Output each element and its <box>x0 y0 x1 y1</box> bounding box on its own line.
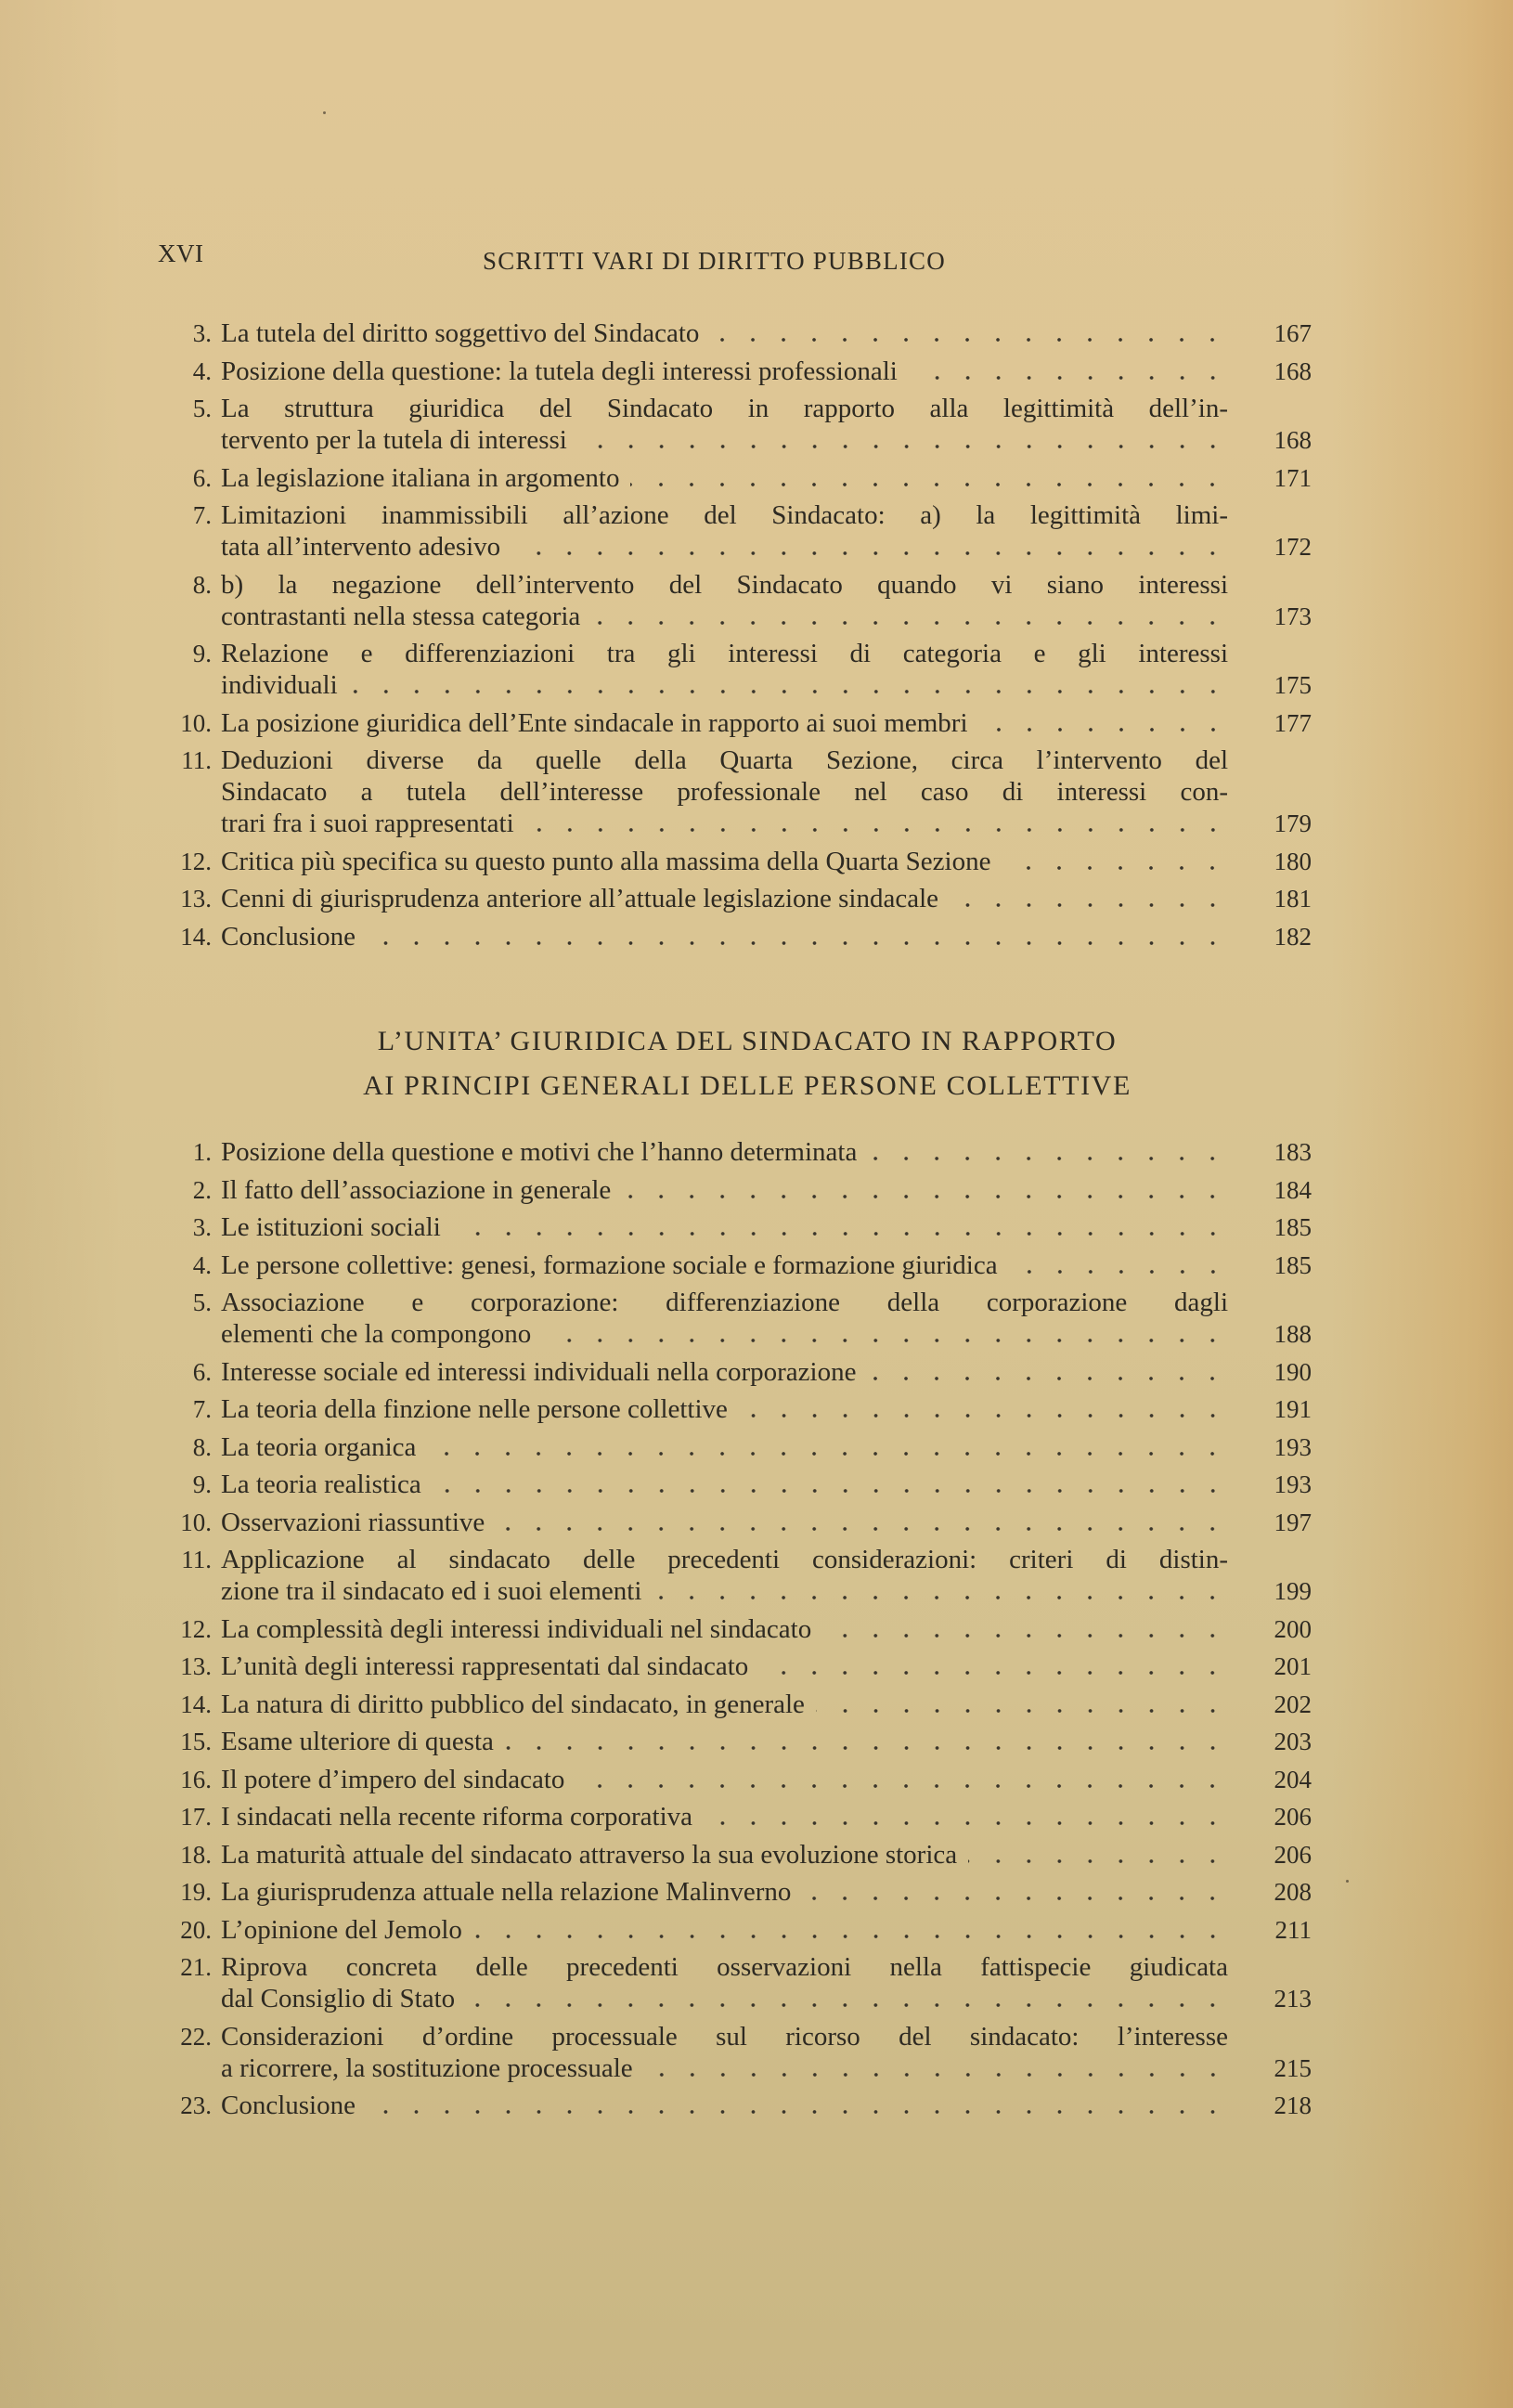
toc-entry-title <box>221 1393 1312 1425</box>
toc-entry-title <box>221 1431 1312 1463</box>
toc-entry-number: 12. <box>180 847 212 875</box>
toc-entry <box>165 1951 1312 2014</box>
page-folio: XVI <box>158 240 204 267</box>
toc-entry-title-text: individuali <box>221 670 338 700</box>
toc-entry-title-text: trari fra i suoi rappresentati <box>221 809 514 838</box>
toc-entry-title <box>221 921 1312 952</box>
toc-entry-page-number: 188 <box>1274 1320 1312 1348</box>
toc-entry <box>165 1689 1312 1720</box>
toc-entry-title-line <box>221 846 1228 877</box>
toc-entry-title-line <box>221 424 1228 456</box>
dot-leader <box>816 1708 1228 1714</box>
dot-leader <box>968 1858 1228 1864</box>
dot-leader <box>979 727 1229 732</box>
dot-leader <box>578 444 1228 449</box>
toc-entry-title-text: tervento per la tutela di interessi <box>221 425 567 455</box>
toc-entry-number: 18. <box>180 1840 212 1869</box>
dot-leader <box>950 902 1228 908</box>
dot-leader <box>427 1451 1228 1456</box>
toc-entry-number: 17. <box>180 1803 212 1831</box>
toc-entry-number: 9. <box>192 640 212 667</box>
toc-entry-page-number: 167 <box>1274 319 1312 347</box>
toc-entry-number: 7. <box>192 501 212 529</box>
toc-entry-title <box>221 1764 1312 1795</box>
toc-entry-title <box>221 1544 1312 1607</box>
toc-entry-page-number: 215 <box>1274 2053 1312 2082</box>
toc-entry-title <box>221 2021 1312 2084</box>
toc-entry-page-number: 168 <box>1274 426 1312 454</box>
toc-entry-page-number: 199 <box>1274 1577 1312 1605</box>
toc-entry <box>165 1613 1312 1645</box>
toc-entry-page-number: 182 <box>1274 922 1312 951</box>
toc-entry-title-line <box>221 1983 1228 2014</box>
toc-entry <box>165 1249 1312 1281</box>
toc-entry-title-line <box>221 1575 1228 1607</box>
toc-entry-number: 23. <box>180 2091 212 2119</box>
dot-leader <box>433 1488 1228 1494</box>
toc-entry-title-text: dal Consiglio di Stato <box>221 1984 456 2013</box>
toc-entry-title-text: La posizione giuridica dell’Ente sindacale in rapporto ai suoi membri <box>221 707 968 738</box>
toc-entry <box>165 1839 1312 1871</box>
toc-entry-title <box>221 1174 1312 1206</box>
toc-entry-title-text: La teoria realistica <box>221 1469 421 1499</box>
toc-entry-title-line <box>221 883 1228 914</box>
toc-entry-title <box>221 1914 1312 1946</box>
toc-entry-page-number: 193 <box>1274 1470 1312 1498</box>
dot-leader <box>367 940 1228 946</box>
toc-entry-title <box>221 317 1312 349</box>
toc-entry-page-number: 190 <box>1274 1357 1312 1386</box>
dot-leader <box>511 550 1228 556</box>
toc-entry-page-number: 185 <box>1274 1250 1312 1279</box>
toc-entry-number: 12. <box>180 1614 212 1643</box>
toc-entry <box>165 1544 1312 1607</box>
toc-entry-title-line <box>221 1507 1228 1538</box>
toc-entry <box>165 1174 1312 1206</box>
toc-entry-number: 14. <box>180 922 212 951</box>
toc-entry <box>165 1876 1312 1908</box>
toc-entry-title-line <box>221 2090 1228 2121</box>
toc-entry-title <box>221 1507 1312 1538</box>
toc-entry <box>165 1136 1312 1168</box>
toc-entry-title-line: La struttura giuridica del Sindacato in rapporto alla legittimità dell’in- <box>221 394 1228 423</box>
paper-speck <box>1346 1880 1349 1883</box>
toc-entry-title-line <box>221 1318 1228 1350</box>
toc-entry-title-line <box>221 1211 1228 1243</box>
toc-entry-title-line: Limitazioni inammissibili all’azione del Sindacato: a) la legittimità limi- <box>221 500 1228 530</box>
toc-entry-title-text: Interesse sociale ed interessi individuali nella corporazione <box>221 1356 857 1387</box>
toc-entry <box>165 393 1312 456</box>
toc-entry-number: 4. <box>192 356 212 385</box>
toc-entry-page-number: 173 <box>1274 602 1312 630</box>
toc-entry-page-number: 179 <box>1274 809 1312 837</box>
toc-entry-page-number: 177 <box>1274 708 1312 737</box>
toc-entry <box>165 1469 1312 1500</box>
toc-entry-title-line: Relazione e differenziazioni tra gli interessi di categoria e gli interessi <box>221 639 1228 668</box>
toc-entry <box>165 707 1312 739</box>
toc-entry <box>165 2021 1312 2084</box>
toc-entry-page-number: 193 <box>1274 1432 1312 1461</box>
toc-entry <box>165 499 1312 563</box>
table-of-contents-part-1 <box>165 317 1312 958</box>
toc-entry <box>165 1507 1312 1538</box>
toc-entry-number: 11. <box>181 1546 212 1573</box>
toc-entry-title-text: Le persone collettive: genesi, formazione sociale e formazione giuridica <box>221 1249 998 1280</box>
toc-entry-page-number: 175 <box>1274 671 1312 699</box>
toc-entry-title-line <box>221 669 1228 701</box>
toc-entry-title-text: zione tra il sindacato ed i suoi elementi <box>221 1576 642 1606</box>
toc-entry-title-line <box>221 356 1228 387</box>
dot-leader <box>630 482 1228 487</box>
dot-leader <box>868 1156 1228 1161</box>
toc-entry-page-number: 208 <box>1274 1878 1312 1906</box>
toc-entry-title-text: Le istituzioni sociali <box>221 1212 441 1242</box>
toc-entry-title-line <box>221 1469 1228 1500</box>
toc-entry <box>165 638 1312 701</box>
toc-entry-page-number: 184 <box>1274 1175 1312 1204</box>
toc-entry-title-line <box>221 1764 1228 1795</box>
toc-entry <box>165 1914 1312 1946</box>
toc-entry-title-text: Il potere d’impero del sindacato <box>221 1764 565 1794</box>
toc-entry-title-line <box>221 1801 1228 1832</box>
toc-entry-title-text: La legislazione italiana in argomento <box>221 462 620 493</box>
toc-entry-title-text: Conclusione <box>221 921 356 952</box>
toc-entry-title-line: Deduzioni diverse da quelle della Quarta Sezione, circa l’intervento del <box>221 745 1228 775</box>
dot-leader <box>704 1820 1228 1826</box>
dot-leader <box>653 1595 1228 1600</box>
toc-entry-title-text: Critica più specifica su questo punto alla massima della Quarta Sezione <box>221 846 991 876</box>
section-heading <box>158 1019 1337 1108</box>
toc-entry-title-line <box>221 462 1228 494</box>
toc-entry-title-line <box>221 317 1228 349</box>
toc-entry-title-line <box>221 1249 1228 1281</box>
toc-entry-page-number: 168 <box>1274 356 1312 385</box>
toc-entry-number: 13. <box>180 885 212 913</box>
toc-entry-page-number: 181 <box>1274 885 1312 913</box>
toc-entry-title <box>221 356 1312 387</box>
toc-entry-number: 7. <box>192 1395 212 1423</box>
toc-entry-page-number: 172 <box>1274 533 1312 561</box>
toc-entry-title <box>221 1136 1312 1168</box>
toc-entry-number: 10. <box>180 708 212 737</box>
toc-entry-title-line <box>221 601 1228 632</box>
toc-entry-title-line <box>221 1914 1228 1946</box>
toc-entry-title <box>221 1951 1312 2014</box>
toc-entry-title-line <box>221 2052 1228 2084</box>
toc-entry-title <box>221 846 1312 877</box>
toc-entry <box>165 1651 1312 1682</box>
toc-entry-title-line <box>221 1876 1228 1908</box>
toc-entry-page-number: 206 <box>1274 1803 1312 1831</box>
toc-entry-title <box>221 707 1312 739</box>
dot-leader <box>759 1670 1228 1676</box>
toc-entry-number: 10. <box>180 1508 212 1536</box>
toc-entry-title-text: La giurisprudenza attuale nella relazione Malinverno <box>221 1877 792 1907</box>
toc-entry-page-number: 191 <box>1274 1395 1312 1423</box>
toc-entry-page-number: 213 <box>1274 1985 1312 2013</box>
toc-entry-number: 20. <box>180 1915 212 1944</box>
toc-entry-number: 2. <box>192 1175 212 1204</box>
section-heading-line-2: AI PRINCIPI GENERALI DELLE PERSONE COLLETTIVE <box>363 1070 1132 1101</box>
toc-entry-number: 14. <box>180 1689 212 1718</box>
toc-entry-title <box>221 1651 1312 1682</box>
paper-speck <box>323 111 326 114</box>
dot-leader <box>1009 1269 1228 1275</box>
section-heading-line-1: L’UNITA’ GIURIDICA DEL SINDACATO IN RAPPORTO <box>377 1026 1118 1056</box>
toc-entry <box>165 744 1312 839</box>
toc-entry <box>165 462 1312 494</box>
dot-leader <box>622 1194 1228 1199</box>
toc-entry <box>165 921 1312 952</box>
toc-entry-number: 15. <box>180 1728 212 1755</box>
toc-entry <box>165 2090 1312 2121</box>
dot-leader <box>473 1934 1228 1939</box>
toc-entry-title <box>221 462 1312 494</box>
toc-entry-title-line <box>221 1613 1228 1645</box>
toc-entry <box>165 1431 1312 1463</box>
toc-entry-title-text: La tutela del diritto soggettivo del Sindacato <box>221 318 700 348</box>
toc-entry-title-text: La natura di diritto pubblico del sindacato, in generale <box>221 1689 805 1719</box>
toc-entry-number: 16. <box>180 1765 212 1793</box>
table-of-contents-part-2 <box>165 1136 1312 2128</box>
toc-entry-title-line <box>221 1136 1228 1168</box>
dot-leader <box>867 1376 1228 1381</box>
toc-entry-page-number: 202 <box>1274 1689 1312 1718</box>
toc-entry-page-number: 203 <box>1274 1728 1312 1755</box>
toc-entry-number: 1. <box>192 1138 212 1166</box>
toc-entry-page-number: 211 <box>1274 1915 1312 1944</box>
toc-entry-title-line <box>221 1689 1228 1720</box>
toc-entry-title-line: Associazione e corporazione: differenziazione della corporazione dagli <box>221 1288 1228 1317</box>
toc-entry-title-line <box>221 1726 1228 1757</box>
toc-entry-title-line <box>221 1839 1228 1871</box>
toc-entry <box>165 317 1312 349</box>
toc-entry-page-number: 204 <box>1274 1765 1312 1793</box>
toc-entry-title-text: La teoria della finzione nelle persone collettive <box>221 1394 728 1424</box>
toc-entry-title <box>221 638 1312 701</box>
toc-entry <box>165 883 1312 914</box>
toc-entry-number: 5. <box>192 395 212 422</box>
toc-entry-title-text: tata all’intervento adesivo <box>221 532 501 562</box>
toc-entry-title <box>221 883 1312 914</box>
toc-entry <box>165 569 1312 632</box>
toc-entry <box>165 1764 1312 1795</box>
dot-leader <box>505 1745 1228 1751</box>
toc-entry-number: 3. <box>192 319 212 347</box>
toc-entry <box>165 1393 1312 1425</box>
toc-entry-title-text: La maturità attuale del sindacato attraverso la sua evoluzione storica <box>221 1839 958 1870</box>
toc-entry-title <box>221 1356 1312 1388</box>
dot-leader <box>349 689 1228 694</box>
toc-entry-title-line <box>221 531 1228 563</box>
toc-entry-title-text: contrastanti nella stessa categoria <box>221 601 581 631</box>
toc-entry-number: 22. <box>180 2022 212 2051</box>
toc-entry-title-line: Applicazione al sindacato delle precedenti considerazioni: criteri di distin- <box>221 1545 1228 1574</box>
toc-entry-title <box>221 1613 1312 1645</box>
toc-entry <box>165 846 1312 877</box>
toc-entry-title <box>221 1249 1312 1281</box>
toc-entry-number: 6. <box>192 1357 212 1386</box>
toc-entry-number: 21. <box>180 1953 212 1981</box>
dot-leader <box>452 1231 1228 1236</box>
toc-entry <box>165 356 1312 387</box>
toc-entry-title <box>221 2090 1312 2121</box>
toc-entry-title-line: Sindacato a tutela dell’interesse professionale nel caso di interessi con- <box>221 777 1228 807</box>
toc-entry-title-text: elementi che la compongono <box>221 1319 532 1349</box>
toc-entry-title-text: La teoria organica <box>221 1431 417 1462</box>
toc-entry-page-number: 201 <box>1274 1652 1312 1680</box>
dot-leader <box>466 2002 1228 2008</box>
dot-leader <box>739 1413 1228 1418</box>
dot-leader <box>367 2109 1228 2115</box>
toc-entry-title-line <box>221 808 1228 839</box>
toc-entry-title-line <box>221 1651 1228 1682</box>
toc-entry-number: 6. <box>192 463 212 492</box>
toc-entry-title-text: I sindacati nella recente riforma corporativa <box>221 1802 693 1832</box>
toc-entry <box>165 1726 1312 1757</box>
dot-leader <box>644 2072 1228 2078</box>
toc-entry-page-number: 183 <box>1274 1138 1312 1166</box>
toc-entry-title-line <box>221 1431 1228 1463</box>
toc-entry-number: 9. <box>192 1470 212 1498</box>
toc-entry-title-line <box>221 921 1228 952</box>
toc-entry-number: 11. <box>181 746 212 774</box>
toc-entry-page-number: 200 <box>1274 1614 1312 1643</box>
toc-entry-title <box>221 1801 1312 1832</box>
toc-entry-title-line <box>221 1174 1228 1206</box>
toc-entry-title <box>221 1839 1312 1871</box>
toc-entry-title-text: Posizione della questione e motivi che l’hanno determinata <box>221 1137 858 1167</box>
toc-entry-title-text: La complessità degli interessi individuali nel sindacato <box>221 1613 812 1644</box>
toc-entry-title-line <box>221 707 1228 739</box>
toc-entry-title-line: Considerazioni d’ordine processuale sul ricorso del sindacato: l’interesse <box>221 2021 1228 2052</box>
toc-entry-title <box>221 1469 1312 1500</box>
toc-entry <box>165 1211 1312 1243</box>
toc-entry <box>165 1801 1312 1832</box>
toc-entry-title <box>221 1211 1312 1243</box>
toc-entry-number: 3. <box>192 1213 212 1241</box>
toc-entry-title-line: b) la negazione dell’intervento del Sindacato quando vi siano interessi <box>221 569 1228 600</box>
toc-entry-page-number: 218 <box>1274 2091 1312 2119</box>
toc-entry-title-line: Riprova concreta delle precedenti osservazioni nella fattispecie giudicata <box>221 1952 1228 1982</box>
toc-entry-title <box>221 1726 1312 1757</box>
toc-entry <box>165 1356 1312 1388</box>
toc-entry <box>165 1287 1312 1350</box>
running-head <box>158 240 1337 277</box>
toc-entry-title-text: L’unità degli interessi rappresentati dal sindacato <box>221 1651 749 1681</box>
toc-entry-page-number: 180 <box>1274 847 1312 875</box>
toc-entry-title-text: L’opinione del Jemolo <box>221 1914 462 1945</box>
dot-leader <box>591 620 1228 626</box>
toc-entry-title-text: Osservazioni riassuntive <box>221 1507 485 1537</box>
dot-leader <box>822 1633 1228 1638</box>
toc-entry-title <box>221 393 1312 456</box>
toc-entry-title-line <box>221 1356 1228 1388</box>
dot-leader <box>496 1526 1228 1532</box>
toc-entry-title <box>221 1876 1312 1908</box>
dot-leader <box>909 375 1228 381</box>
dot-leader <box>525 827 1228 833</box>
toc-entry-title <box>221 1689 1312 1720</box>
toc-entry-title <box>221 1287 1312 1350</box>
toc-entry-number: 13. <box>180 1652 212 1680</box>
toc-entry-title-text: Posizione della questione: la tutela degli interessi professionali <box>221 356 898 386</box>
toc-entry-page-number: 197 <box>1274 1508 1312 1536</box>
dot-leader <box>542 1338 1228 1343</box>
toc-entry-page-number: 185 <box>1274 1213 1312 1241</box>
toc-entry-number: 19. <box>180 1878 212 1906</box>
running-title: SCRITTI VARI DI DIRITTO PUBBLICO <box>483 247 946 275</box>
toc-entry-title-line <box>221 1393 1228 1425</box>
toc-entry-title-text: Conclusione <box>221 2091 356 2120</box>
toc-entry-number: 8. <box>192 1432 212 1461</box>
toc-entry-page-number: 171 <box>1274 463 1312 492</box>
toc-entry-title <box>221 744 1312 839</box>
toc-entry-title <box>221 499 1312 563</box>
toc-entry-number: 8. <box>192 570 212 599</box>
toc-entry-title <box>221 569 1312 632</box>
toc-entry-title-text: Cenni di giurisprudenza anteriore all’attuale legislazione sindacale <box>221 884 939 913</box>
toc-entry-page-number: 206 <box>1274 1840 1312 1869</box>
toc-entry-number: 4. <box>192 1250 212 1279</box>
toc-entry-title-text: Il fatto dell’associazione in generale <box>221 1174 612 1205</box>
dot-leader <box>710 337 1228 343</box>
toc-entry-title-text: Esame ulteriore di questa <box>221 1727 494 1756</box>
toc-entry-number: 5. <box>192 1288 212 1316</box>
dot-leader <box>1002 865 1228 871</box>
dot-leader <box>575 1783 1228 1789</box>
dot-leader <box>802 1896 1228 1901</box>
toc-entry-title-text: a ricorrere, la sostituzione processuale <box>221 2052 633 2083</box>
